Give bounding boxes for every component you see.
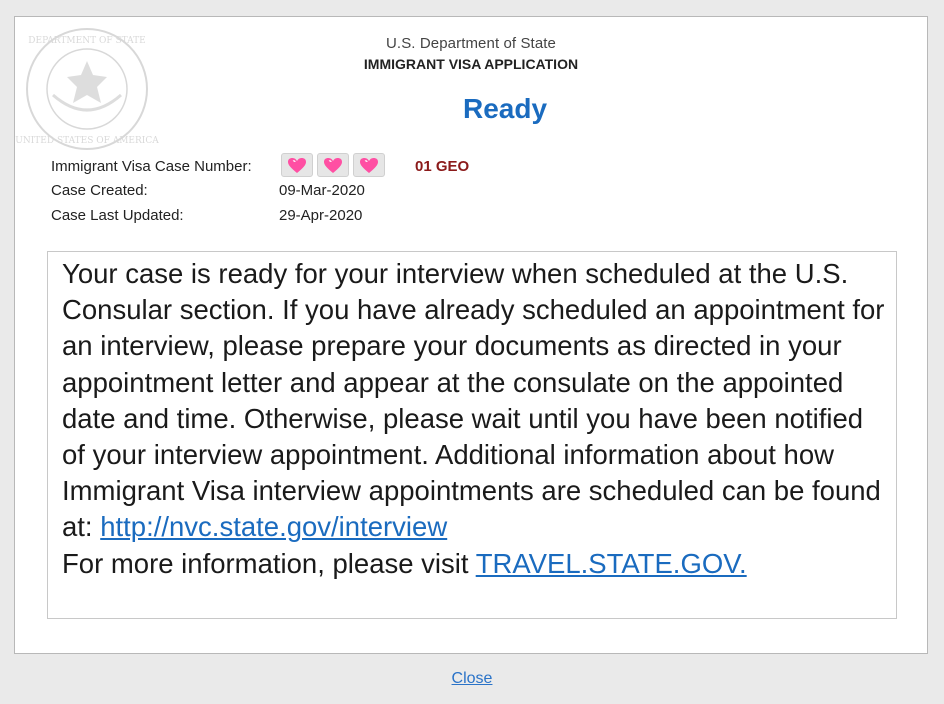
more-info-text: For more information, please visit bbox=[62, 547, 476, 579]
case-status-dialog bbox=[14, 16, 928, 654]
more-info-line bbox=[62, 546, 886, 582]
heart-emoji-icon bbox=[281, 153, 313, 177]
case-updated-label: Case Last Updated: bbox=[51, 207, 184, 224]
heart-emoji-icon bbox=[353, 153, 385, 177]
status-message-text: Your case is ready for your interview when scheduled at the U.S. Consular section. If you have already scheduled an appointment for an interview, please prepare your documents as directed in your appointment letter and appear at the consulate on the appointed date and time. Otherwise, please wait until you have been notified of your interview appointment. Additional information about how Immigrant Visa interview appointments are scheduled can be found at: bbox=[62, 258, 885, 543]
agency-name: U.S. Department of State bbox=[386, 35, 556, 52]
application-title: IMMIGRANT VISA APPLICATION bbox=[363, 56, 579, 72]
case-created-value: 09-Mar-2020 bbox=[279, 182, 365, 199]
svg-text:UNITED STATES OF AMERICA: UNITED STATES OF AMERICA bbox=[15, 136, 159, 146]
svg-text:DEPARTMENT OF STATE: DEPARTMENT OF STATE bbox=[28, 36, 146, 46]
status-message-box bbox=[47, 251, 897, 619]
case-updated-value: 29-Apr-2020 bbox=[279, 207, 363, 224]
case-number-redaction bbox=[281, 153, 385, 177]
case-number-label: Immigrant Visa Case Number: bbox=[51, 158, 252, 175]
status-message bbox=[62, 256, 886, 546]
interview-info-link[interactable]: http://nvc.state.gov/interview bbox=[100, 511, 448, 543]
close-button[interactable]: Close bbox=[451, 670, 493, 687]
heart-emoji-icon bbox=[317, 153, 349, 177]
case-created-label: Case Created: bbox=[51, 182, 148, 199]
travel-state-gov-link[interactable]: TRAVEL.STATE.GOV. bbox=[475, 547, 747, 579]
case-number-suffix: 01 GEO bbox=[415, 158, 470, 175]
case-status: Ready bbox=[463, 93, 548, 124]
